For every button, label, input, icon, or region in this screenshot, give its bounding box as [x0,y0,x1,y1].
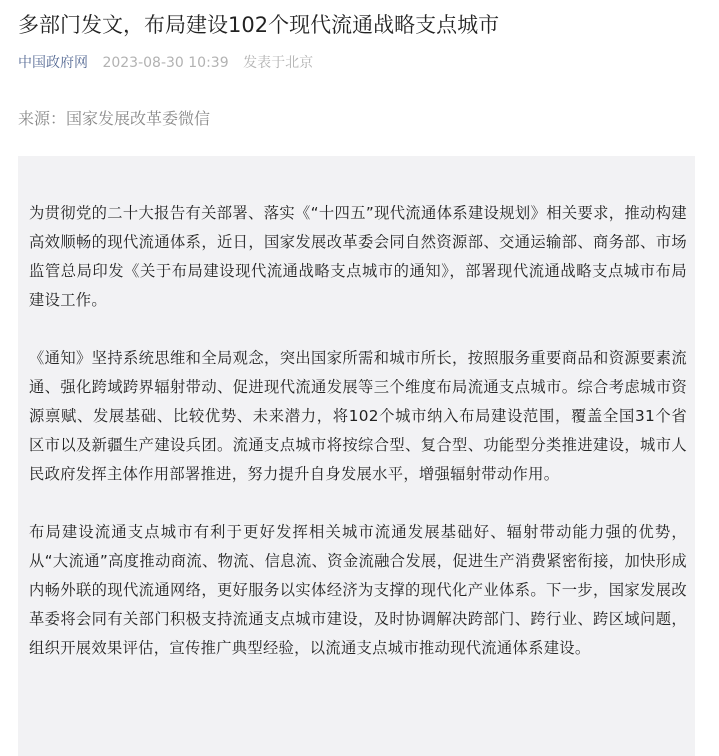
body-paragraph-3: 布局建设流通支点城市有利于更好发挥相关城市流通发展基础好、辐射带动能力强的优势，从“大流通”高度推动商流、物流、信息流、资金流融合发展，促进生产消费紧密衔接，加快形成内畅外联的现代流通网络，更好服务以实体经济为支撑的现代化产业体系。下一步，国家发展改革委将会同有关部门积极支持流通支点城市建设，及时协调解决跨部门、跨行业、跨区域问题，组织开展效果评估，宣传推广典型经验，以流通支点城市推动现代流通体系建设。 [29,523,687,657]
article-title: 多部门发文，布局建设102个现代流通战略支点城市 [18,13,500,37]
body-paragraph-1: 为贯彻党的二十大报告有关部署、落实《“十四五”现代流通体系建设规划》相关要求，推动构建高效顺畅的现代流通体系，近日，国家发展改革委会同自然资源部、交通运输部、商务部、市场监管总局印发《关于布局建设现代流通战略支点城市的通知》，部署现代流通战略支点城市布局建设工作。 [29,204,687,309]
account-name-link[interactable]: 中国政府网 [18,55,88,71]
article-body-box [18,156,695,756]
publish-time: 2023-08-30 10:39 [102,55,229,71]
publish-location: 发表于北京 [243,55,314,71]
article-source: 来源：国家发展改革委微信 [18,109,211,128]
body-paragraph-2: 《通知》坚持系统思维和全局观念，突出国家所需和城市所长，按照服务重要商品和资源要素流通、强化跨域跨界辐射带动、促进现代流通发展等三个维度布局流通支点城市。综合考虑城市资源禀赋、发展基础、比较优势、未来潜力，将102个城市纳入布局建设范围，覆盖全国31个省区市以及新疆生产建设兵团。流通支点城市将按综合型、复合型、功能型分类推进建设，城市人民政府发挥主体作用部署推进，努力提升自身发展水平，增强辐射带动作用。 [29,349,687,483]
article-meta [18,53,313,73]
